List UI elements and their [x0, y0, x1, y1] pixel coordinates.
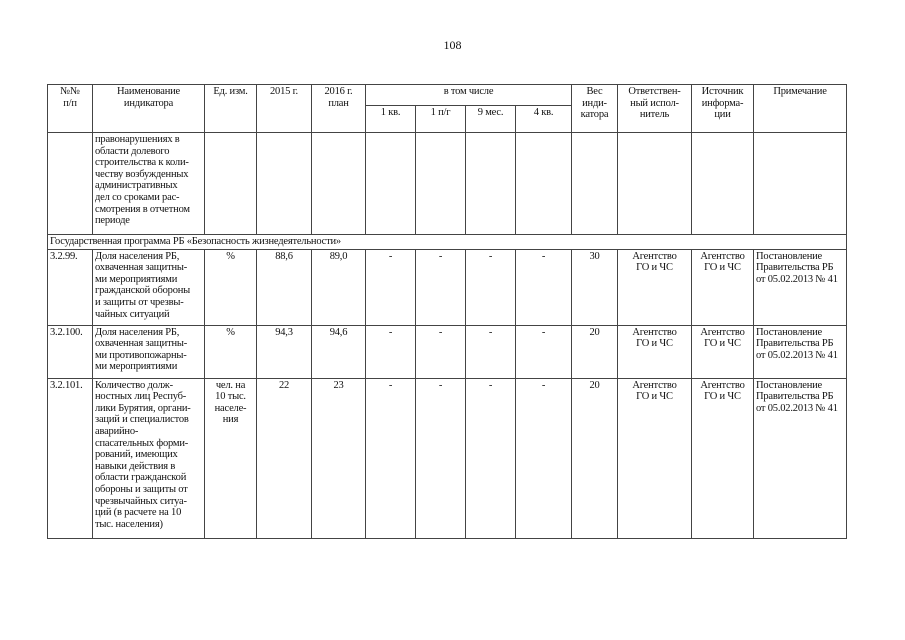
row-9m: - — [466, 249, 516, 325]
row-num: 3.2.101. — [48, 378, 93, 538]
row-q1: - — [366, 325, 416, 378]
row-2015: 94,3 — [257, 325, 312, 378]
row-name: Доля населения РБ, охваченная защитны- ми мероприятиями гражданской обороны и защиты от чрезвы- чайных ситуаций — [93, 249, 205, 325]
header-h1: 1 п/г — [416, 106, 466, 133]
row-2016: 89,0 — [312, 249, 366, 325]
header-q1: 1 кв. — [366, 106, 416, 133]
row-responsible: Агентство ГО и ЧС — [618, 325, 692, 378]
header-including: в том числе — [366, 85, 572, 106]
header-q4: 4 кв. — [516, 106, 572, 133]
empty-cell — [205, 133, 257, 235]
empty-cell — [466, 133, 516, 235]
section-row — [48, 235, 847, 250]
empty-cell — [692, 133, 754, 235]
row-9m: - — [466, 378, 516, 538]
header-source: Источник информа- ции — [692, 85, 754, 133]
row-num: 3.2.99. — [48, 249, 93, 325]
row-name: Доля населения РБ, охваченная защитны- ми противопожарны- ми мероприятиями — [93, 325, 205, 378]
header-unit: Ед. изм. — [205, 85, 257, 133]
empty-cell — [257, 133, 312, 235]
row-2015: 88,6 — [257, 249, 312, 325]
row-source: Агентство ГО и ЧС — [692, 249, 754, 325]
row-source: Агентство ГО и ЧС — [692, 378, 754, 538]
empty-cell — [572, 133, 618, 235]
table-row — [48, 325, 847, 378]
row-unit: % — [205, 249, 257, 325]
row-h1: - — [416, 249, 466, 325]
row-responsible: Агентство ГО и ЧС — [618, 378, 692, 538]
row-q4: - — [516, 378, 572, 538]
row-h1: - — [416, 378, 466, 538]
row-name: Количество долж- ностных лиц Респуб- лики Бурятия, органи- заций и специалистов аварийно- спасательных форми- рований, имеющих навыки действия в области гражданской обороны и защиты от чрезвычайных ситуа- ций (в расчете на 10 тыс. населения) — [93, 378, 205, 538]
empty-cell — [754, 133, 847, 235]
row-responsible: Агентство ГО и ЧС — [618, 249, 692, 325]
row-2016: 23 — [312, 378, 366, 538]
row-source: Агентство ГО и ЧС — [692, 325, 754, 378]
continuation-row — [48, 133, 847, 235]
empty-cell — [48, 133, 93, 235]
row-q4: - — [516, 325, 572, 378]
row-weight: 20 — [572, 325, 618, 378]
header-2015: 2015 г. — [257, 85, 312, 133]
row-q1: - — [366, 249, 416, 325]
table-row — [48, 378, 847, 538]
row-note: Постановление Правительства РБ от 05.02.2013 № 41 — [754, 378, 847, 538]
row-note: Постановление Правительства РБ от 05.02.2013 № 41 — [754, 325, 847, 378]
continuation-text: правонарушениях в области долевого строительства к коли- честву возбужденных административных дел со сроками рас- смотрения в отчетном периоде — [93, 133, 205, 235]
header-2016: 2016 г. план — [312, 85, 366, 133]
indicators-table — [47, 84, 847, 539]
row-q4: - — [516, 249, 572, 325]
row-q1: - — [366, 378, 416, 538]
row-2016: 94,6 — [312, 325, 366, 378]
row-num: 3.2.100. — [48, 325, 93, 378]
section-title: Государственная программа РБ «Безопасность жизнедеятельности» — [48, 235, 847, 250]
row-2015: 22 — [257, 378, 312, 538]
row-weight: 20 — [572, 378, 618, 538]
empty-cell — [416, 133, 466, 235]
empty-cell — [516, 133, 572, 235]
row-note: Постановление Правительства РБ от 05.02.2013 № 41 — [754, 249, 847, 325]
row-h1: - — [416, 325, 466, 378]
header-num: №№ п/п — [48, 85, 93, 133]
header-9m: 9 мес. — [466, 106, 516, 133]
row-9m: - — [466, 325, 516, 378]
table-row — [48, 249, 847, 325]
empty-cell — [312, 133, 366, 235]
header-name: Наименование индикатора — [93, 85, 205, 133]
header-row — [48, 85, 847, 106]
page-number: 108 — [443, 38, 462, 52]
row-weight: 30 — [572, 249, 618, 325]
row-unit: чел. на 10 тыс. населе- ния — [205, 378, 257, 538]
header-responsible: Ответствен- ный испол- нитель — [618, 85, 692, 133]
row-unit: % — [205, 325, 257, 378]
empty-cell — [366, 133, 416, 235]
header-note: Примечание — [754, 85, 847, 133]
empty-cell — [618, 133, 692, 235]
header-weight: Вес инди- катора — [572, 85, 618, 133]
